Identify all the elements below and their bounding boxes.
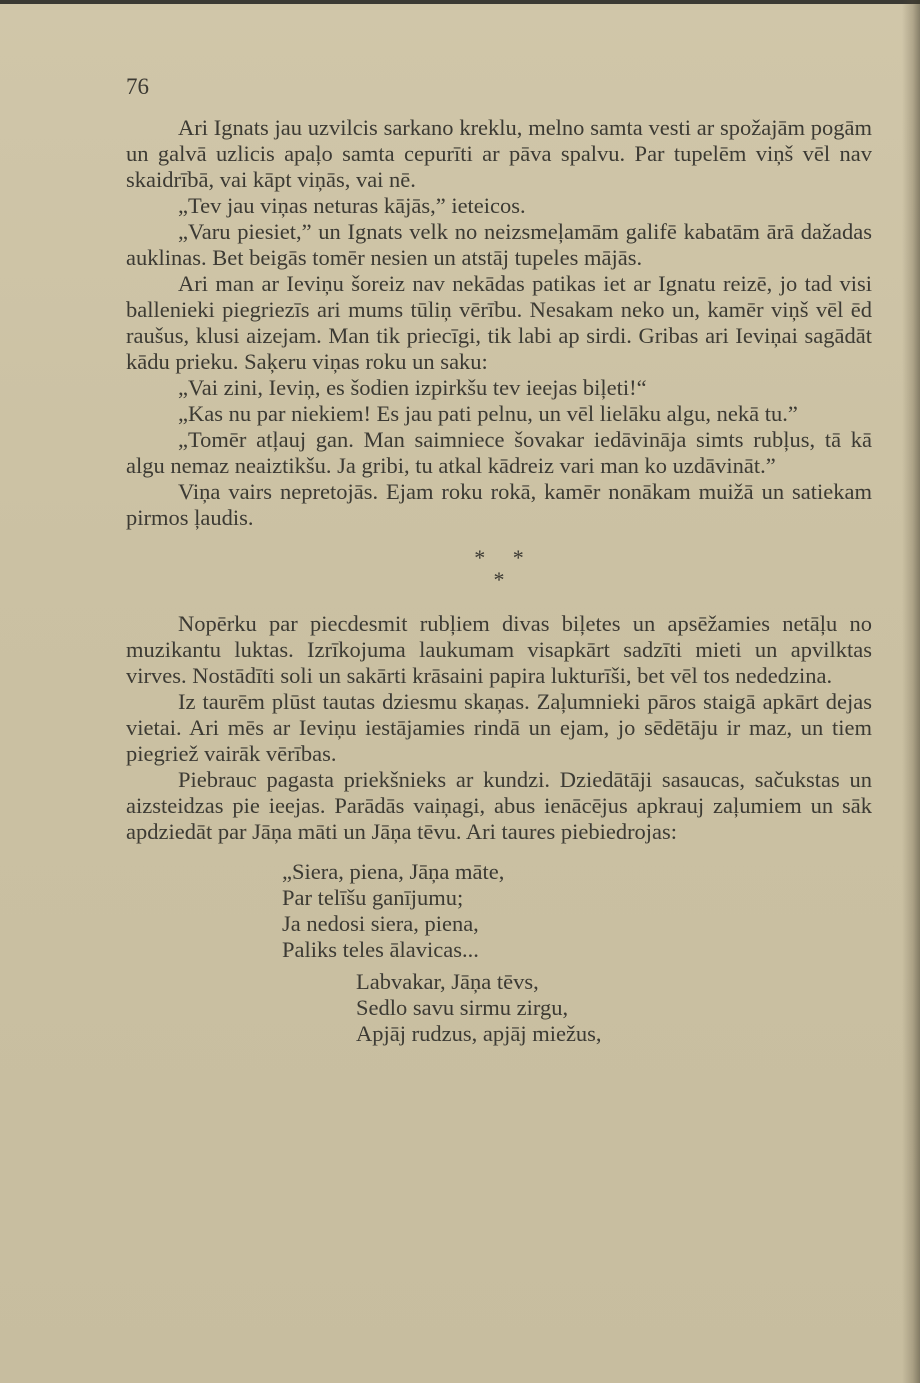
- page-top-edge: [0, 0, 920, 4]
- paragraph-11: Piebrauc pagasta priekšnieks ar kundzi. Dziedātāji sasaucas, sačukstas un aizsteidzas pie ieejas. Parādās vaiņagi, abus ienācējus apkrauj zaļumiem un sāk apdziedāt par Jāņa māti un Jāņa tēvu. Ari taures piebiedrojas:: [126, 767, 872, 844]
- verse-line: „Siera, piena, Jāņa māte,: [282, 859, 505, 884]
- verse-line: Paliks teles ālavicas...: [282, 937, 479, 962]
- page-binding-shadow: [902, 0, 920, 1383]
- page-text: [126, 115, 872, 1047]
- paragraph-3: „Varu piesiet,” un Ignats velk no neizsmeļamām galifē kabatām ārā dažadas auklinas. Bet beigās tomēr nesien un atstāj tupeles mājās.: [126, 219, 872, 270]
- paragraph-5: „Vai zini, Ieviņ, es šodien izpirkšu tev ieejas biļeti!“: [178, 375, 647, 400]
- verse-line: Par telīšu ganījumu;: [282, 885, 464, 910]
- verse-line: Labvakar, Jāņa tēvs,: [356, 969, 539, 994]
- paragraph-1: Ari Ignats jau uzvilcis sarkano kreklu, melno samta vesti ar spožajām pogām un galvā uzlicis apaļo samta cepurīti ar pāva spalvu. Par tupelēm viņš vēl nav skaidrībā, vai kāpt viņās, vai nē.: [126, 115, 872, 192]
- song-verse-1: [126, 859, 872, 963]
- paragraph-4: Ari man ar Ieviņu šoreiz nav nekādas patikas iet ar Ignatu reizē, jo tad visi ballenieki piegriezīs ari mums tūliņ vērību. Nesakam neko un, kamēr viņš vēl ēd raušus, klusi aizejam. Man tik priecīgi, tik labi ap sirdi. Gribas ari Ieviņai sagādāt kādu prieku. Saķeru viņas roku un saku:: [126, 271, 872, 374]
- section-separator: [126, 547, 872, 591]
- song-verse-2: [126, 969, 872, 1047]
- verse-line: Apjāj rudzus, apjāj miežus,: [356, 1021, 602, 1046]
- separator-star-bottom: *: [493, 567, 505, 592]
- verse-line: Sedlo savu sirmu zirgu,: [356, 995, 569, 1020]
- paragraph-6: „Kas nu par niekiem! Es jau pati pelnu, un vēl lielāku algu, nekā tu.”: [178, 401, 798, 426]
- paragraph-9: Nopērku par piecdesmit rubļiem divas biļetes un apsēžamies netāļu no muzikantu luktas. Izrīkojuma laukumam visapkārt sadzīti mieti un apvilktas virves. Nostādīti soli un sakārti krāsaini papira lukturīši, bet vēl tos nededzina.: [126, 611, 872, 688]
- page-number: 76: [126, 74, 149, 99]
- paragraph-7: „Tomēr atļauj gan. Man saimniece šovakar iedāvināja simts rubļus, tā kā algu nemaz neaiztikšu. Ja gribi, tu atkal kādreiz vari man ko uzdāvināt.”: [126, 427, 872, 478]
- paragraph-10: Iz taurēm plūst tautas dziesmu skaņas. Zaļumnieki pāros staigā apkārt dejas vietai. Ari mēs ar Ieviņu iestājamies rindā un ejam, jo sēdētāju ir maz, un tiem piegriež vairāk vērības.: [126, 689, 872, 766]
- paragraph-2: „Tev jau viņas neturas kājās,” ieteicos.: [178, 193, 526, 218]
- separator-stars-top: * *: [474, 545, 524, 570]
- verse-line: Ja nedosi siera, piena,: [282, 911, 479, 936]
- paragraph-8: Viņa vairs nepretojās. Ejam roku rokā, kamēr nonākam muižā un satiekam pirmos ļaudis.: [126, 479, 872, 530]
